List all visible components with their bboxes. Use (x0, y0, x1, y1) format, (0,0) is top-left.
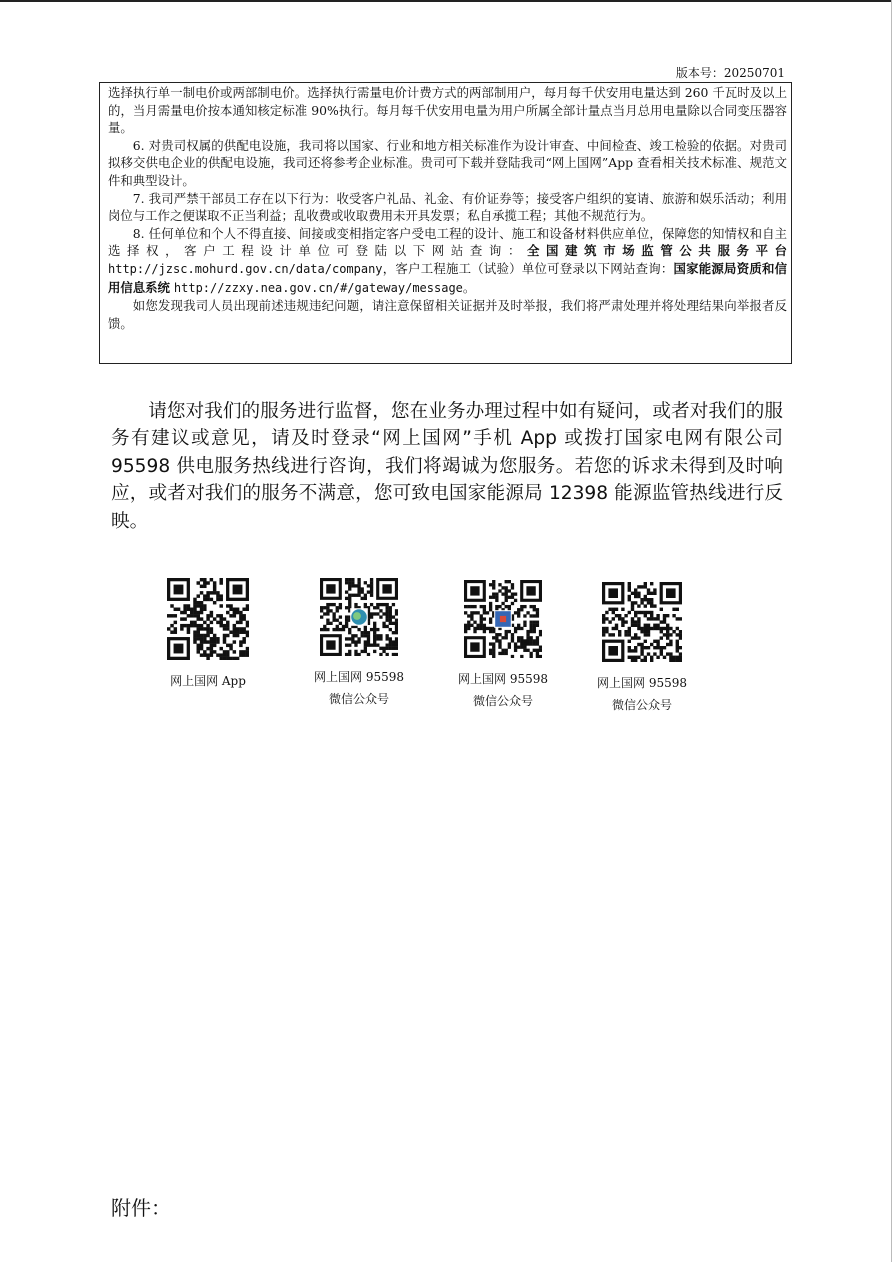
construction-market-platform-name: 全国建筑市场监管公共服务平台 (527, 243, 788, 259)
qr-code-wechat-2 (450, 580, 556, 712)
energy-credit-system-link[interactable]: http://zzxy.nea.gov.cn/#/gateway/message (173, 280, 463, 295)
notice-item-8-end: 。 (462, 279, 476, 295)
notice-item-7: 7. 我司严禁干部员工存在以下行为：收受客户礼品、礼金、有价证券等；接受客户组织的宴请、旅游和娱乐活动；利用岗位与工作之便谋取不正当利益；乱收费或收取费用未开具发票；私自承揽工程；其他不规范行为。 (108, 190, 787, 224)
qr-code-app (156, 578, 260, 692)
notice-box (99, 82, 792, 364)
qr-code-image (602, 582, 682, 662)
qr-caption-line1: 网上国网 App (170, 674, 246, 688)
notice-item-6: 6. 对贵司权属的供配电设施，我司将以国家、行业和地方相关标准作为设计审查、中间检查、竣工检验的依据。对贵司拟移交供电企业的供配电设施，我司还将参考企业标准。贵司可下载并登陆我司“网上国网”App 查看相关技术标准、规范文件和典型设计。 (108, 137, 787, 188)
qr-code-image (320, 578, 398, 656)
qr-code-wechat-1 (306, 578, 412, 710)
energy-credit-system-name: 国家能源局资质和信用信息系统 (108, 260, 788, 295)
qr-caption-line1: 网上国网 95598 (458, 672, 548, 686)
notice-report-paragraph: 如您发现我司人员出现前述违规违纪问题，请注意保留相关证据并及时举报，我们将严肃处理并将处理结果向举报者反馈。 (108, 298, 787, 331)
qr-code-image (464, 580, 542, 658)
qr-code-wechat-3 (586, 582, 698, 716)
qr-caption-line1: 网上国网 95598 (314, 670, 404, 684)
notice-paragraph-electricity-price: 选择执行单一制电价或两部制电价。选择执行需量电价计费方式的两部制用户，每月每千伏安用电量达到 260 千瓦时及以上的，当月需量电价按本通知核定标准 90%执行。每月每千伏安用电量为用户所属全部计量点当月总用电量除以合同变压器容量。 (108, 85, 787, 136)
notice-item-8-text-2: ，客户工程施工（试验）单位可登录以下网站查询： (382, 260, 674, 276)
attachment-label: 附件： (111, 1196, 171, 1220)
supervision-paragraph: 请您对我们的服务进行监督，您在业务办理过程中如有疑问，或者对我们的服务有建议或意见，请及时登录“网上国网”手机 App 或拨打国家电网有限公司 95598 供电服务热线进行咨询，我们将竭诚为您服务。若您的诉求未得到及时响应，或者对我们的服务不满意，您可致电国家能源局 12398 能源监管热线进行反映。 (111, 401, 783, 532)
qr-caption-line2: 微信公众号 (472, 694, 533, 708)
version-number: 版本号：20250701 (675, 66, 785, 80)
construction-market-platform-link[interactable]: http://jzsc.mohurd.gov.cn/data/company (108, 261, 383, 276)
qr-caption-line2: 微信公众号 (328, 692, 389, 706)
qr-code-image (167, 578, 249, 660)
notice-item-8 (108, 225, 787, 297)
qr-caption-line1: 网上国网 95598 (597, 676, 687, 690)
qr-caption-line2: 微信公众号 (611, 698, 672, 712)
notice-item-8-text: 8. 任何单位和个人不得直接、间接或变相指定客户受电工程的设计、施工和设备材料供应单位，保障您的知情权和自主选择权，客户工程设计单位可登陆以下网站查询： (108, 225, 787, 259)
page-top-border (0, 0, 892, 2)
